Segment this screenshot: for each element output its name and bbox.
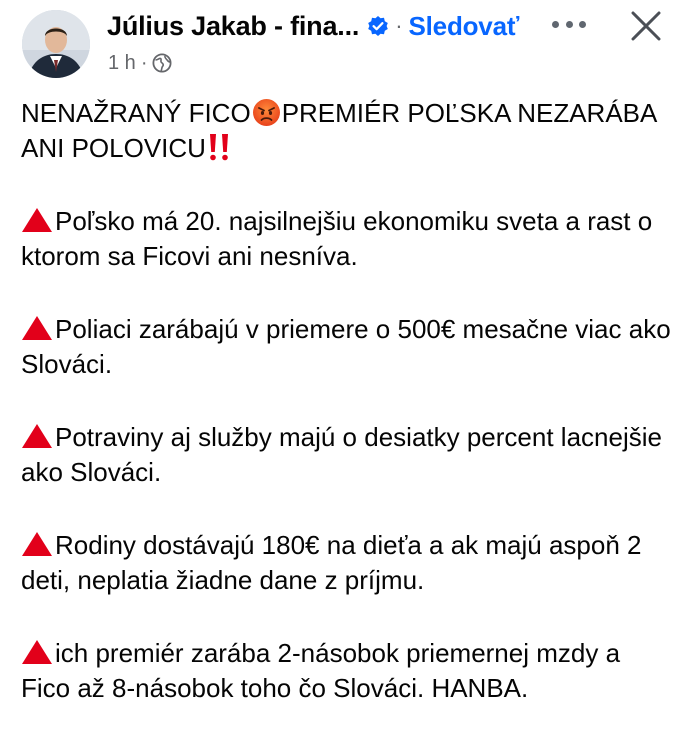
timestamp[interactable]: 1 h xyxy=(108,51,136,74)
bullet-text: ich premiér zarába 2-násobok priemernej mzdy a Fico až 8-násobok toho čo Slováci. HANBA. xyxy=(21,638,621,703)
red-triangle-icon xyxy=(21,639,53,665)
red-triangle-icon xyxy=(21,423,53,449)
red-triangle-icon xyxy=(21,207,53,233)
bullet-text: Poliaci zarábajú v priemere o 500€ mesačne viac ako Slováci. xyxy=(21,314,671,379)
double-exclamation-icon xyxy=(206,132,232,162)
author-name[interactable]: Július Jakab - fina... xyxy=(107,10,360,41)
bullet-item xyxy=(21,204,671,274)
separator-dot: · xyxy=(395,13,403,38)
bullet-item xyxy=(21,312,671,382)
meta-separator: · xyxy=(140,51,148,74)
author-row xyxy=(107,8,519,44)
verified-badge-icon xyxy=(367,15,389,37)
bullet-item xyxy=(21,636,671,706)
post-title xyxy=(21,96,671,166)
angry-face-icon xyxy=(252,98,281,127)
post-meta xyxy=(108,50,172,76)
more-dot-icon xyxy=(566,21,573,28)
profile-photo-icon xyxy=(22,10,90,78)
bullet-text: Rodiny dostávajú 180€ na dieťa a ak majú aspoň 2 deti, neplatia žiadne dane z príjmu. xyxy=(21,530,642,595)
close-icon xyxy=(628,8,664,44)
more-dot-icon xyxy=(579,21,586,28)
post-body xyxy=(21,96,671,744)
bullet-text: Potraviny aj služby majú o desiatky percent lacnejšie ako Slováci. xyxy=(21,422,662,487)
more-dot-icon xyxy=(552,21,559,28)
bullet-text: Poľsko má 20. najsilnejšiu ekonomiku sveta a rast o ktorom sa Ficovi ani nesníva. xyxy=(21,206,653,271)
avatar[interactable] xyxy=(22,10,90,78)
post-header xyxy=(0,0,682,90)
bullet-item xyxy=(21,420,671,490)
title-part-2: PREMIÉR POĽSKA NEZARÁBA ANI POLOVICU xyxy=(21,98,656,163)
close-button[interactable] xyxy=(628,8,664,44)
red-triangle-icon xyxy=(21,531,53,557)
globe-icon xyxy=(152,53,172,73)
title-part-1: NENAŽRANÝ FICO xyxy=(21,98,251,128)
more-options-button[interactable] xyxy=(552,12,586,36)
bullet-item xyxy=(21,528,671,598)
follow-button[interactable]: Sledovať xyxy=(408,10,520,41)
red-triangle-icon xyxy=(21,315,53,341)
